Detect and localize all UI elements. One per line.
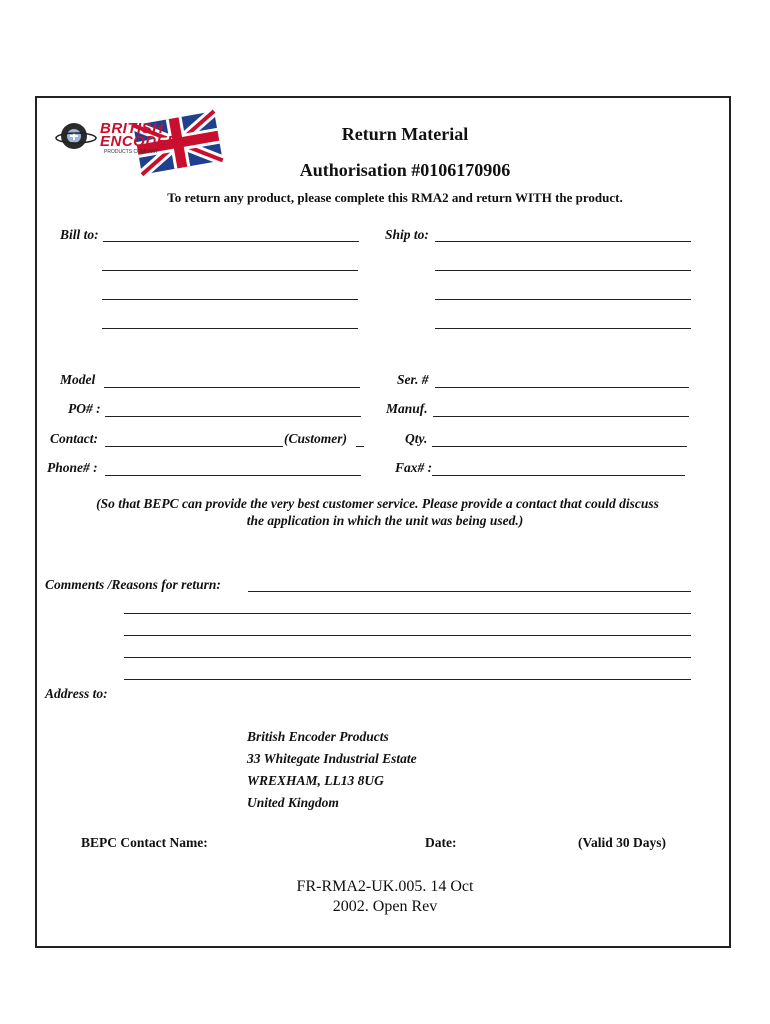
- ship-to-line-2[interactable]: [435, 270, 691, 271]
- bill-to-line-3[interactable]: [102, 299, 358, 300]
- serial-line[interactable]: [435, 387, 689, 388]
- phone-label: Phone# :: [47, 460, 98, 475]
- comments-line-1[interactable]: [248, 591, 691, 592]
- form-reference-line-1: FR-RMA2-UK.005. 14 Oct: [296, 878, 474, 895]
- form-title: Return Material: [341, 124, 469, 144]
- bill-to-line-1[interactable]: [103, 241, 359, 242]
- address-to-label: Address to:: [45, 686, 108, 701]
- ship-to-line-4[interactable]: [435, 328, 691, 329]
- date-label: Date:: [425, 835, 457, 850]
- comments-line-2[interactable]: [124, 613, 691, 614]
- ship-to-line-3[interactable]: [435, 299, 691, 300]
- service-note-line-2: the application in which the unit was being used.): [246, 513, 524, 528]
- po-line[interactable]: [105, 416, 361, 417]
- bepc-contact-name-label: BEPC Contact Name:: [81, 835, 208, 850]
- comments-line-3[interactable]: [124, 635, 691, 636]
- comments-line-4[interactable]: [124, 657, 691, 658]
- po-label: PO# :: [68, 401, 101, 416]
- contact-label: Contact:: [50, 431, 99, 446]
- model-line[interactable]: [104, 387, 360, 388]
- customer-label: (Customer): [284, 431, 348, 446]
- ship-to-line-1[interactable]: [435, 241, 691, 242]
- contact-line[interactable]: [105, 446, 283, 447]
- validity-note: (Valid 30 Days): [578, 835, 667, 850]
- bepc-logo: [52, 108, 224, 178]
- model-label: Model: [60, 372, 96, 387]
- bill-to-line-2[interactable]: [102, 270, 358, 271]
- fax-label: Fax# :: [395, 460, 433, 475]
- address-company: British Encoder Products: [247, 729, 389, 744]
- instruction-text: To return any product, please complete this RMA2 and return WITH the product.: [167, 190, 623, 205]
- logo-text-encoder: ENCODER: [100, 133, 179, 150]
- customer-line-tail: [356, 446, 364, 447]
- manuf-label: Manuf.: [386, 401, 428, 416]
- qty-label: Qty.: [405, 431, 428, 446]
- logo-text-british: BRITISH: [100, 120, 164, 137]
- bill-to-label: Bill to:: [60, 227, 99, 242]
- phone-line[interactable]: [105, 475, 361, 476]
- comments-line-5[interactable]: [124, 679, 691, 680]
- comments-label: Comments /Reasons for return:: [45, 577, 221, 592]
- manuf-line[interactable]: [433, 416, 689, 417]
- service-note-line-1: (So that BEPC can provide the very best customer service. Please provide a contact that could discuss: [96, 496, 659, 511]
- form-reference-line-2: 2002. Open Rev: [332, 898, 438, 915]
- serial-label: Ser. #: [397, 372, 429, 387]
- address-city: WREXHAM, LL13 8UG: [247, 773, 384, 788]
- logo-text-company: PRODUCTS COMPANY: [104, 149, 159, 155]
- fax-line[interactable]: [432, 475, 685, 476]
- qty-line[interactable]: [432, 446, 687, 447]
- address-country: United Kingdom: [247, 795, 339, 810]
- rma-number: Authorisation #0106170906: [299, 160, 511, 180]
- bill-to-line-4[interactable]: [102, 328, 358, 329]
- ship-to-label: Ship to:: [385, 227, 429, 242]
- address-street: 33 Whitegate Industrial Estate: [247, 751, 417, 766]
